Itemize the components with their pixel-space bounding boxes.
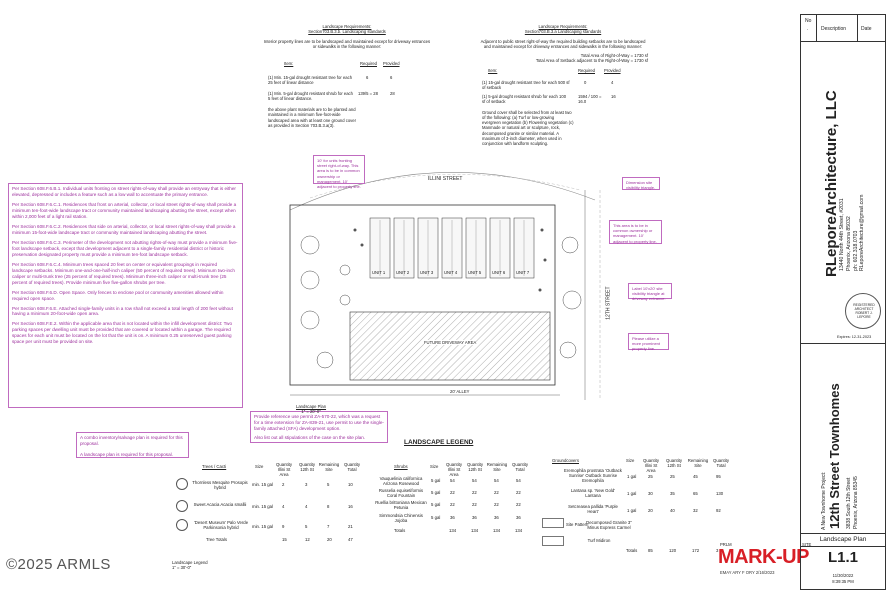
req-left-title: Landscape Requirements:	[322, 24, 372, 29]
property-line-note: Please utilize a more prominent property line.	[628, 333, 669, 350]
unit-labels: UNIT 1 UNIT 2 UNIT 3 UNIT 4 UNIT 5 UNIT 6 UNIT 7	[372, 270, 530, 275]
site-plan-drawing	[250, 150, 630, 420]
req-right-row1-required: 0	[584, 79, 587, 85]
sheet-title: Landscape Plan	[819, 536, 867, 543]
shrubs-totals-label: Totals	[394, 528, 406, 533]
req-left-row1: (1) Min. 15-gal drought resistant tree for each 25 feet of linear distance	[268, 75, 353, 86]
markup-note: Per Section 608.F.6.B.1. Individual units fronting on street rights-of-way shall provide an entryway that is either elevated, depressed or includes a feature such as a low wall to accentuate the primary entrance.	[12, 186, 236, 197]
req-left-intro: Interior property lines are to be landscaped and maintained except for driveway entrances or sidewalks in the following manner:	[263, 38, 431, 49]
trees-header: Trees / Cacti	[202, 464, 227, 469]
trees-col-size: Size	[255, 464, 264, 469]
req-right-col-item: Item:	[488, 67, 498, 73]
req-left-col-required: Required	[360, 61, 377, 66]
revision-header: No . Description Date	[801, 15, 885, 41]
project-address: 3838 South 12th Street Phoenix, Arizona 85345	[846, 476, 859, 529]
tree-name: 'Desert Museum' Palo Verde Parkinsonia hybrid	[193, 520, 249, 531]
street-name-12th: 12TH STREET	[605, 286, 612, 320]
site-pattern-label: Site Pattern	[566, 522, 589, 527]
req-right-row1: (1) 15-gal drought resistant tree for each 500 sf of setback	[482, 79, 570, 90]
alley-label: 20' ALLEY	[450, 389, 470, 394]
ground-totals-label: Totals	[626, 548, 638, 553]
req-left-col-item: Item:	[284, 61, 294, 66]
stamp-row: EMAY ARY F ORY 2/16/2023	[720, 570, 775, 575]
req-left-row2: (1) Min. 5-gal drought resistant shrub for each 5 feet of linear distance.	[268, 91, 353, 102]
trees-col-q2: Quantity 12th St	[298, 462, 315, 473]
req-right-title: Landscape Requirements:	[538, 24, 588, 29]
architect-seal: REGISTERED ARCHITECT ROBERT J. LEPORE	[845, 293, 881, 329]
markup-title: MARK-UP	[718, 546, 809, 568]
watermark: ©2025 ARMLS	[6, 556, 111, 573]
project-label: A New Townhome Project:	[821, 471, 827, 530]
shrub-name: Vauquelinia californica Arizona Rosewood	[379, 476, 423, 487]
req-right-row1-provided: 4	[611, 79, 614, 85]
mesquite-symbol-icon	[176, 478, 188, 490]
trees-totals-label: Tree Totals	[206, 537, 228, 542]
markup-note: Per Section 608.F.6.C.3. Perimeter of the development not abutting rights-of-way must provide a minimum five-foot landscape setback, except that development adjacent to a single-family residential district or historic preservation designated property must provide a minimum ten-foot landscape setback.	[12, 239, 238, 257]
req-right-col-required: Required	[578, 67, 595, 73]
street-frontage-note: 10' for units fronting street right-of-way. This area is to be in common ownership or management. 10' adjacent to property line.	[313, 155, 365, 184]
req-left-col-provided: Provided	[383, 61, 400, 66]
req-left-note: the above plant materials are to be planted and maintained in a minimum five-foot-wide landscaped area with at least one ground cover as provided in Section 703.B.3.a(3).	[268, 107, 356, 128]
markup-note: Per Section 608.F.6.C.1. Residences that front on arterial, collector, or local street rights-of-way shall provide a minimum ten-foot-wide landscape tract or community maintained landscaping abutting the street, except when within 2,000 feet of a light rail station.	[12, 201, 237, 219]
legend-trees: Trees / Cacti Size Quantity Illini St Area Quantity 12th St Remaining Site Quantity Total Thornless Mesquite Prosopis hybrid min. 15 gal 2 3 5 10 Sweet Acacia Acacia smallii min. 15 gal 4 4 8 16 'Desert Museum' Palo Verde Parkinsonia hybrid min. 15 gal 9 5 7 21 Tree Totals 15 12 20 47	[170, 462, 370, 552]
markup-note: Per Section 608.F.6.D. Open Space. Only fences to enclose pool or community amenities allowed within required open space.	[12, 289, 224, 301]
req-right-setback: Total Area of Setback adjacent to the Right-of-Way = 1730 sf	[535, 58, 648, 64]
requirements-right	[478, 24, 648, 146]
markup-note: Per Section 608.F.6.C.2. Residences that side on arterial, collector, or local street rights-of-way shall provide a minimum 15-foot-wide landscape tract or community maintained landscaping abutting the street.	[12, 223, 236, 235]
site-pattern-swatch-icon	[542, 518, 564, 528]
sheet-time: 8:39:35 PM	[832, 579, 854, 584]
acacia-symbol-icon	[176, 500, 188, 512]
reference-use-permit-note: Provide reference use permit ZA-570-22, which was a request for a time extension for ZA-839-21, use permit to use the single-family attached (SFA) development option. Also list out all stipulations of the case on the site plan.	[250, 411, 388, 443]
markup-stamp: PRLM SITE MARK-UP EMAY ARY F ORY 2/16/2023	[718, 542, 812, 575]
req-left-row2-provided: 28	[390, 91, 395, 96]
combo-plan-note: A combo inventory/salvage plan is required for this proposal. A landscape plan is required for this proposal.	[76, 432, 189, 458]
ground-header: Groundcovers	[552, 458, 579, 463]
req-right-col-provided: Provided	[604, 67, 621, 73]
req-left-row2-required: 139/5 = 28	[358, 91, 378, 96]
ground-name: Decomposed Granite 3" Minus Express Carmel	[586, 520, 632, 531]
req-right-note: Ground cover shall be selected from at least two of the following: (a) Turf or low-growing evergreen vegetation (b) Flowering vegetation (c) Manmade or natural art or sculpture, rock, decomposed granite or similar material. A maximum of 3-inch diameter, when used in conjunction with landform sculpting.	[482, 109, 574, 146]
firm-address: 13440 North 44th Street, #2031 Phoenix, Arizona 85032 ph: 602.318.0703 RLeporeArchitecture@gmail.com	[839, 194, 866, 271]
shrub-name: Ruellia brittoniana Mexican Petunia	[375, 500, 427, 511]
trees-col-rem: Remaining Site	[318, 462, 340, 473]
turf-swatch-icon	[542, 536, 564, 546]
seal-expires: Expires: 12-31-2023	[837, 335, 872, 339]
palo-verde-symbol-icon	[176, 519, 188, 531]
label-triangle-note: Label 10'x20' site visibility triangle at driveway entrance.	[628, 283, 672, 299]
req-right-row2: (1) 5-gal drought resistant shrub for each 100 sf of setback	[482, 93, 567, 104]
markup-note: Per Section 608.F.E.2. Within the applicable area that is not located within the infill development district: Two parking spaces per dwelling unit must be provided that are covered or located within a garage. The required spaces for each unit must be located on the lot that the unit is on. A minimum 0.25 unreserved guest parking space per unit must be provided on site.	[12, 321, 233, 345]
req-left-row1-provided: 6	[390, 75, 393, 80]
sheet-date: 11/30/2022	[832, 573, 854, 578]
trees-col-q1: Quantity Illini St Area	[275, 462, 292, 478]
req-left-row1-required: 6	[366, 75, 369, 80]
shrubs-header: Shrubs	[394, 464, 408, 469]
project-name: 12th Street Townhomes	[827, 383, 842, 529]
trees-col-total: Quantity Total	[343, 462, 360, 473]
ground-name: Lantana sp. 'New Gold' Lantana	[570, 488, 616, 499]
legend-shrubs: Shrubs Size Quantity Illini St Area Quantity 12th St Remaining Site Quantity Total Vauquelinia californica Arizona Rosewood 5 gal 54 54 54 54 Russelia equisetiformis Coral Fountain 5 gal 22 22 22 22 Ruellia brittoniana Mexican Petunia 5 gal 22 22 22 22 Simmondsia Chinensis Jojoba 5 gal 36 36 36 36 Totals 134 134 134 134	[375, 462, 528, 533]
common-ownership-note: This area is to be in common ownership or management. 10' adjacent to property line.	[609, 220, 662, 244]
plan-title: Landscape Plan 1" = 20'-0"	[296, 404, 327, 415]
requirements-left	[262, 24, 432, 128]
markup-note: Per Section 608.F.6.E. Attached single-family units in a row shall not exceed a total length of 200 feet without having a minimum 20-foot-wide open area.	[12, 305, 233, 317]
markup-notes-box	[8, 183, 243, 408]
shrub-name: Russelia equisetiformis Coral Fountain	[378, 488, 424, 499]
ground-name: Setcreasea pallida 'Purple Heart'	[568, 504, 618, 515]
bottom-legend: Landscape Legend 1" = 30'-0"	[172, 560, 208, 571]
req-right-intro: Adjacent to public street right-of-way the required building setbacks are to be landscaped and maintained except for driveway entrances and sidewalks in the following manner:	[480, 38, 646, 49]
tree-name: Sweet Acacia Acacia smallii	[193, 502, 247, 507]
ground-name: Eremophila prostrata 'Outback Sunrise' Outback Sunrise Eremophila	[564, 468, 622, 484]
req-right-row2-provided: 16	[611, 93, 616, 99]
req-left-subtitle: Section703.B.3.b. Landscaping standards	[308, 29, 386, 35]
visibility-triangle-note: Dimension site visibility triangle.	[622, 177, 660, 190]
title-block	[800, 14, 886, 590]
req-right-total: Total Area of Right-of-Way = 1730 sf	[580, 53, 648, 58]
legend-title: LANDSCAPE LEGEND	[404, 439, 474, 446]
firm-name: RLeporeArchitecture, LLC	[823, 90, 840, 277]
ground-name: Turf Midiron	[587, 538, 611, 543]
tree-name: Thornless Mesquite Prosopis hybrid	[192, 480, 248, 491]
sheet-number: L1.1	[827, 549, 858, 566]
legend-groundcovers: Groundcovers Size Quantity Illini St Area Quantity 12th St Remaining Site Quantity Total Eremophila prostrata 'Outback Sunrise' Outback Sunrise Eremophila 1 gal 25 25 45 95 Lantana sp. 'New Gold' Lantana 1 gal 30 35 65 130 Setcreasea pallida 'Purple Heart' 1 gal 20 40 32 92 Site Pattern Decomposed Granite 3" Minus Express Carmel Turf Midiron Totals 85 120 172 3	[540, 456, 740, 556]
markup-note: Per Section 608.F.6.C.4. Minimum trees spaced 20 feet on center or equivalent groupings in required landscape setbacks. Minimum one-and-one-half-inch caliper (50 percent of required trees). Minimum two-inch caliper or multi-trunk tree (25 percent of required trees). Minimum three-inch caliper or multi-trunk tree (25 percent of required trees). Provide minimum five five-gallon shrubs per tree.	[12, 261, 235, 285]
req-right-subtitle: Section703.B.3.a Landscaping standards	[524, 29, 602, 35]
street-name-illini: ILLINI STREET	[428, 176, 463, 182]
shrub-name: Simmondsia Chinensis Jojoba	[379, 513, 423, 524]
parking-label: FUTURE DRIVEWAY AREA	[424, 340, 477, 345]
req-right-row2-required: 1594 / 100 = 16.0	[578, 93, 602, 104]
